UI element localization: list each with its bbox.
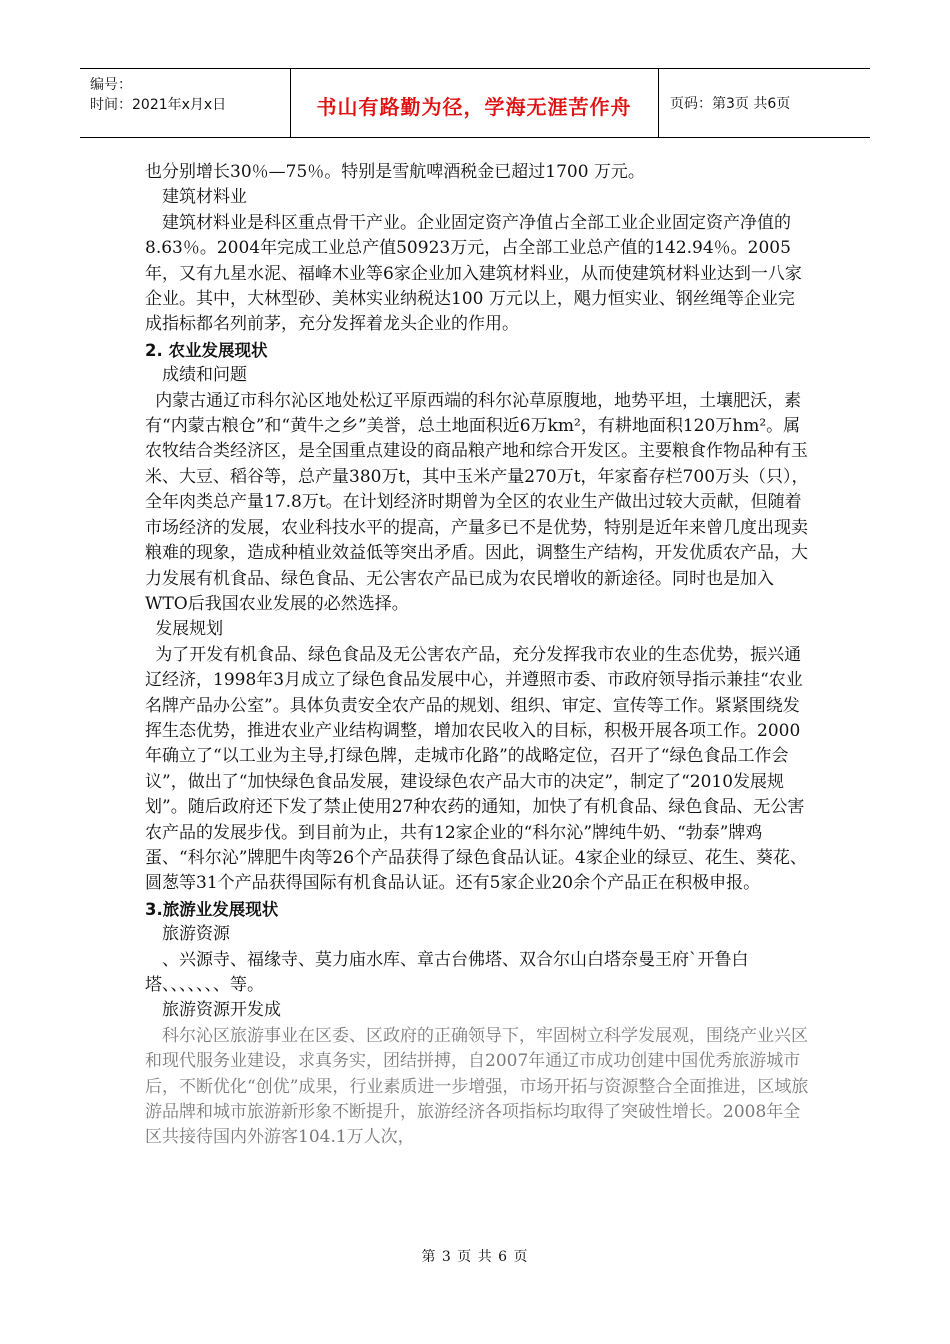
paragraph: 为了开发有机食品、绿色食品及无公害农产品，充分发挥我市农业的生态优势，振兴通辽经济，1998年3月成立了绿色食品发展中心，并遵照市委、市政府领导指示兼挂“农业名牌产品办公室”。具体负责安全农产品的规划、组织、审定、宣传等工作。紧紧围绕发挥生态优势，推进农业产业结构调整，增加农民收入的目标，积极开展各项工作。2000年确立了“以工业为主导,打绿色牌，走城市化路”的战略定位，召开了“绿色食品工作会议”，做出了“加快绿色食品发展，建设绿色农产品大市的决定”，制定了“2010发展规划”。随后政府还下发了禁止使用27种农药的通知，加快了有机食品、绿色食品、无公害农产品的发展步伐。到目前为止，共有12家企业的“科尔沁”牌纯牛奶、“勃泰”牌鸡蛋、“科尔沁”牌肥牛肉等26个产品获得了绿色食品认证。4家企业的绿豆、花生、葵花、圆葱等31个产品获得国际有机食品认证。还有5家企业20余个产品正在积极申报。: [145, 644, 807, 894]
subheading-resource-development: 旅游资源开发成: [162, 1000, 281, 1021]
subheading-achievements: 成绩和问题: [162, 365, 247, 386]
header-meta: [90, 75, 226, 115]
paragraph: 也分别增长30％—75％。特别是雪航啤酒税金已超过1700 万元。: [145, 162, 645, 182]
header-page-number: 页码：第3页 共6页: [670, 96, 791, 112]
subheading-building-materials: 建筑材料业: [162, 187, 247, 208]
header-motto: 书山有路勤为径，学海无涯苦作舟: [316, 95, 632, 119]
subheading-tourism-resources: 旅游资源: [162, 924, 230, 945]
document-body: [145, 160, 810, 1151]
section-heading-tourism: 3.旅游业发展现状: [145, 899, 279, 919]
page-header: [80, 68, 870, 138]
document-number-label: 编号：: [90, 77, 132, 93]
page-footer: 第 3 页 共 6 页: [421, 1249, 529, 1265]
paragraph: 建筑材料业是科区重点骨干产业。企业固定资产净值占全部工业企业固定资产净值的8.63％。2004年完成工业总产值50923万元，占全部工业总产值的142.94％。2005年，又有九星水泥、福峰木业等6家企业加入建筑材料业，从而使建筑材料业达到一八家企业。其中，大林型砂、美林实业纳税达100 万元以上，飓力恒实业、钢丝绳等企业完成指标都名列前茅，充分发挥着龙头企业的作用。: [145, 212, 802, 335]
header-divider: [658, 69, 659, 137]
paragraph: 、兴源寺、福缘寺、莫力庙水库、章古台佛塔、双合尔山白塔奈曼王府`开鲁白塔、、、、、、、等。: [145, 949, 749, 995]
paragraph: 内蒙古通辽市科尔沁区地处松辽平原西端的科尔沁草原腹地，地势平坦，土壤肥沃，素有“内蒙古粮仓”和“黄牛之乡”美誉，总土地面积近6万km²，有耕地面积120万hm²。属农牧结合类经济区，是全国重点建设的商品粮产地和综合开发区。主要粮食作物品种有玉米、大豆、稻谷等，总产量380万t，其中玉米产量270万t，年家畜存栏700万头（只），全年肉类总产量17.8万t。在计划经济时期曾为全区的农业生产做出过较大贡献，但随着市场经济的发展，农业科技水平的提高，产量多已不是优势，特别是近年来曾几度出现卖粮难的现象，造成种植业效益低等突出矛盾。因此，调整生产结构，开发优质农产品，大力发展有机食品、绿色食品、无公害农产品已成为农民增收的新途径。同时也是加入WTO后我国农业发展的必然选择。: [145, 390, 809, 614]
subheading-development-plan: 发展规划: [155, 619, 224, 640]
section-heading-agriculture: 2. 农业发展现状: [145, 340, 268, 360]
paragraph: 科尔沁区旅游事业在区委、区政府的正确领导下，牢固树立科学发展观，围绕产业兴区和现代服务业建设，求真务实，团结拼搏，自2007年通辽市成功创建中国优秀旅游城市后，不断优化“创优”成果，行业素质进一步增强，市场开拓与资源整合全面推进，区域旅游品牌和城市旅游新形象不断提升，旅游经济各项指标均取得了突破性增长。2008年全区共接待国内外游客104.1万人次，: [145, 1025, 809, 1148]
document-time-label: 时间：2021年x月x日: [90, 97, 227, 113]
